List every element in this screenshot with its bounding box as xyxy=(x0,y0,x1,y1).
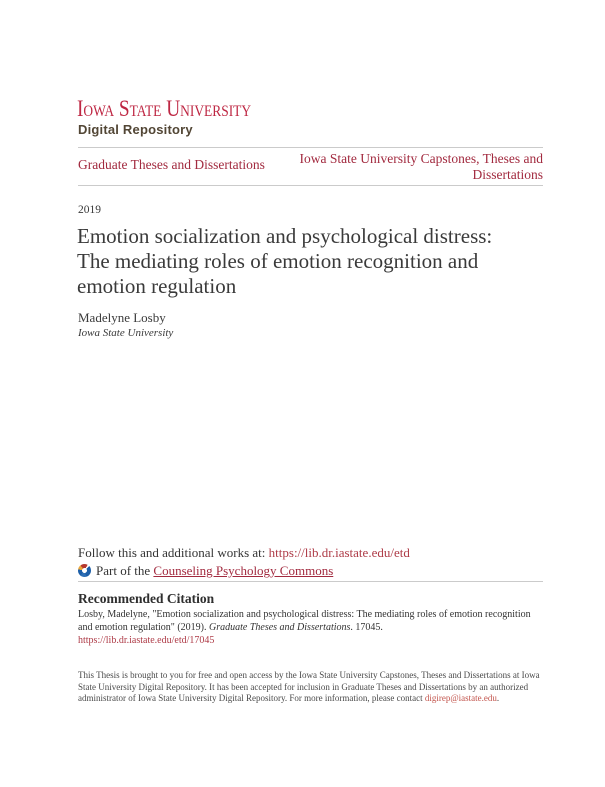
citation-number: . 17045. xyxy=(350,621,383,633)
citation-series-italic: Graduate Theses and Dissertations xyxy=(209,621,351,633)
author-affiliation: Iowa State University xyxy=(78,327,174,339)
capstones-collection-link[interactable] xyxy=(300,151,543,182)
repository-footer-note xyxy=(78,670,543,705)
recommended-citation-body xyxy=(78,609,543,648)
header-top-rule xyxy=(78,147,543,148)
etd-collection-url-link[interactable]: https://lib.dr.iastate.edu/etd xyxy=(268,545,410,560)
footer-note-period: . xyxy=(496,693,500,703)
part-of-label: Part of the xyxy=(96,563,154,578)
counseling-psychology-commons-link[interactable]: Counseling Psychology Commons xyxy=(153,563,334,578)
follow-works-line xyxy=(78,545,410,561)
capstones-collection-link-line2: Dissertations xyxy=(472,166,543,182)
thesis-title xyxy=(77,224,492,299)
publication-year: 2019 xyxy=(78,204,101,216)
header-bottom-rule xyxy=(78,185,543,186)
contact-email-link[interactable]: digirep@iastate.edu xyxy=(424,693,497,703)
thesis-title-line1: Emotion socialization and psychological distress: xyxy=(77,224,493,248)
citation-text: Losby, Madelyne, "Emotion socialization and psychological distress: The mediating roles of emotion recognition and emotion regulation" (2019). xyxy=(78,609,531,633)
digital-commons-network-icon xyxy=(78,564,91,577)
capstones-collection-link-line1: Iowa State University Capstones, Theses and xyxy=(299,151,543,166)
citation-section-rule xyxy=(78,581,543,582)
citation-url-link[interactable]: https://lib.dr.iastate.edu/etd/17045 xyxy=(78,635,215,646)
thesis-title-line2: The mediating roles of emotion recognition and xyxy=(77,249,479,273)
author-name: Madelyne Losby xyxy=(78,310,166,325)
digital-repository-wordmark: Digital Repository xyxy=(78,122,193,137)
part-of-line xyxy=(78,563,333,579)
footer-note-text: This Thesis is brought to you for free and open access by the Iowa State University Capstones, Theses and Dissertations at Iowa State University Digital Repository. It has been accepted for inclusion in Graduate Theses and Dissertations by an authorized administrator of Iowa State University Digital Repository. For more information, please contact xyxy=(78,670,540,703)
thesis-title-line3: emotion regulation xyxy=(77,274,237,298)
follow-works-label: Follow this and additional works at: xyxy=(78,545,269,560)
recommended-citation-heading: Recommended Citation xyxy=(78,591,215,606)
graduate-theses-link[interactable]: Graduate Theses and Dissertations xyxy=(78,157,265,172)
iowa-state-university-logo: Iowa State University xyxy=(77,96,252,121)
